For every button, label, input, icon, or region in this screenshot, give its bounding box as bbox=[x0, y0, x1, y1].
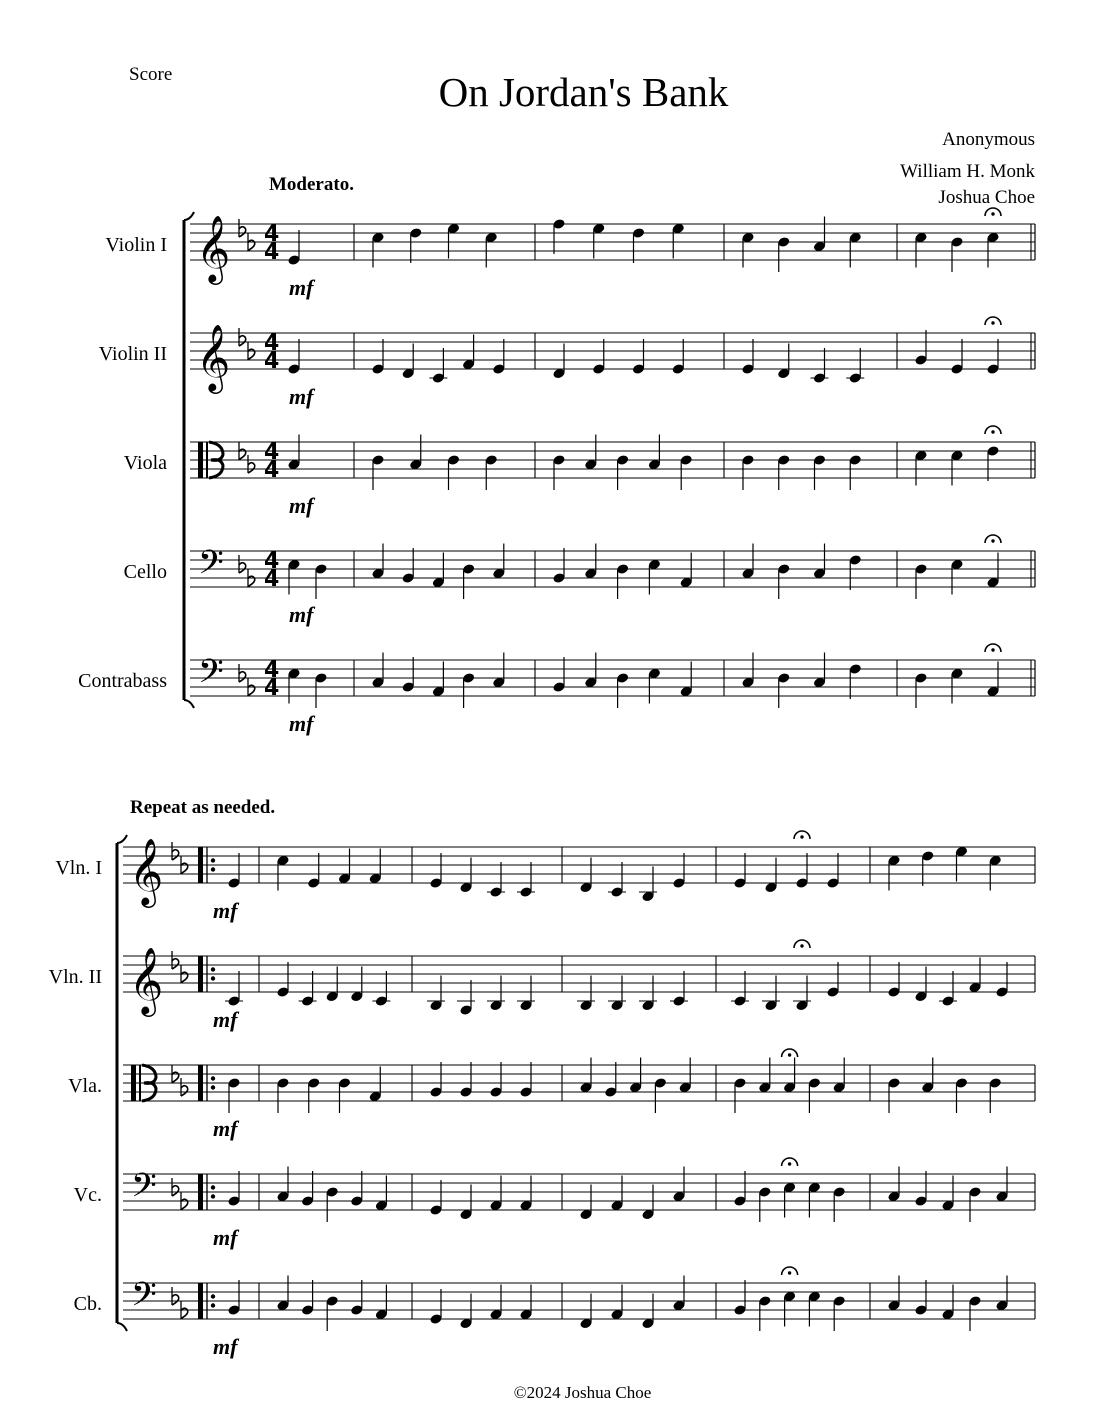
repeat-dot bbox=[211, 867, 215, 871]
lyricist: Anonymous bbox=[942, 129, 1035, 150]
repeat-instruction: Repeat as needed. bbox=[130, 797, 276, 818]
instrument-label-violin-2: Violin II bbox=[98, 343, 167, 365]
page-title: On Jordan's Bank bbox=[438, 69, 729, 115]
flat-accidental bbox=[181, 1086, 188, 1096]
alto-clef-thick-bar bbox=[131, 1065, 136, 1101]
dynamic-mf: mf bbox=[289, 602, 314, 627]
repeat-thick-bar bbox=[198, 1174, 203, 1210]
instrument-label-violin-2-short: Vln. II bbox=[48, 966, 102, 988]
fermata bbox=[800, 835, 803, 838]
repeat-dot bbox=[211, 976, 215, 980]
dynamic-mf: mf bbox=[213, 1225, 238, 1250]
dynamic-mf: mf bbox=[213, 898, 238, 923]
flat-accidental bbox=[248, 463, 255, 473]
dynamic-mf: mf bbox=[289, 711, 314, 736]
repeat-thick-bar bbox=[198, 1065, 203, 1101]
instrument-label-violin-1: Violin I bbox=[105, 234, 167, 256]
flat-accidental bbox=[239, 336, 246, 346]
flat-accidental bbox=[172, 1186, 179, 1196]
flat-accidental bbox=[172, 850, 179, 860]
flat-accidental bbox=[172, 1295, 179, 1305]
flat-accidental bbox=[239, 672, 246, 682]
system-bracket bbox=[117, 835, 127, 843]
fermata bbox=[788, 1053, 791, 1056]
repeat-dot bbox=[211, 967, 215, 971]
dynamic-mf: mf bbox=[289, 275, 314, 300]
system-bracket bbox=[117, 1323, 127, 1331]
treble-clef: 𝄞 bbox=[129, 837, 164, 905]
fermata bbox=[788, 1162, 791, 1165]
repeat-dot bbox=[211, 1076, 215, 1080]
alto-clef-thin-bar bbox=[139, 1065, 141, 1101]
time-signature-denominator: 4 bbox=[264, 349, 280, 374]
instrument-label-contrabass-short: Cb. bbox=[73, 1293, 102, 1315]
fermata bbox=[991, 321, 994, 324]
fermata bbox=[991, 539, 994, 542]
repeat-dot bbox=[211, 1185, 215, 1189]
alto-clef-thin-bar bbox=[206, 442, 208, 478]
repeat-dot bbox=[211, 1303, 215, 1307]
dynamic-mf: mf bbox=[289, 384, 314, 409]
dynamic-mf: mf bbox=[213, 1007, 238, 1032]
bass-clef: 𝄢 bbox=[131, 1276, 157, 1322]
repeat-thick-bar bbox=[198, 956, 203, 992]
instrument-label-violin-1-short: Vln. I bbox=[55, 857, 102, 879]
tempo-marking: Moderato. bbox=[269, 174, 354, 195]
bass-clef: 𝄢 bbox=[131, 1167, 157, 1213]
treble-clef: 𝄞 bbox=[196, 323, 231, 391]
time-signature-numerator: 4 bbox=[264, 222, 280, 247]
copyright: ©2024 Joshua Choe bbox=[513, 1383, 652, 1402]
treble-clef: 𝄞 bbox=[196, 214, 231, 282]
instrument-label-viola-short: Vla. bbox=[68, 1075, 102, 1097]
instrument-label-cello: Cello bbox=[123, 561, 167, 583]
time-signature-denominator: 4 bbox=[264, 240, 280, 265]
time-signature-numerator: 4 bbox=[264, 331, 280, 356]
repeat-thick-bar bbox=[198, 1283, 203, 1319]
time-signature-denominator: 4 bbox=[264, 567, 280, 592]
instrument-label-viola: Viola bbox=[123, 452, 167, 474]
bass-clef: 𝄢 bbox=[198, 544, 224, 590]
alto-clef-thick-bar bbox=[198, 442, 203, 478]
flat-accidental bbox=[239, 227, 246, 237]
time-signature-numerator: 4 bbox=[264, 440, 280, 465]
fermata bbox=[991, 430, 994, 433]
dynamic-mf: mf bbox=[213, 1334, 238, 1359]
fermata bbox=[991, 212, 994, 215]
repeat-thick-bar bbox=[198, 847, 203, 883]
dynamic-mf: mf bbox=[289, 493, 314, 518]
treble-clef: 𝄞 bbox=[129, 946, 164, 1014]
time-signature-numerator: 4 bbox=[264, 658, 280, 683]
repeat-dot bbox=[211, 1294, 215, 1298]
system-bracket bbox=[184, 212, 194, 220]
fermata bbox=[800, 944, 803, 947]
repeat-dot bbox=[211, 1194, 215, 1198]
time-signature-numerator: 4 bbox=[264, 549, 280, 574]
repeat-dot bbox=[211, 1085, 215, 1089]
fermata bbox=[788, 1271, 791, 1274]
composer: William H. Monk bbox=[900, 161, 1035, 182]
instrument-label-contrabass: Contrabass bbox=[78, 670, 167, 692]
time-signature-denominator: 4 bbox=[264, 458, 280, 483]
arranger: Joshua Choe bbox=[938, 187, 1035, 208]
time-signature-denominator: 4 bbox=[264, 676, 280, 701]
alto-clef-curves bbox=[209, 442, 223, 478]
fermata bbox=[991, 648, 994, 651]
alto-clef-curves bbox=[142, 1065, 156, 1101]
instrument-label-cello-short: Vc. bbox=[73, 1184, 102, 1206]
bass-clef: 𝄢 bbox=[198, 653, 224, 699]
repeat-dot bbox=[211, 858, 215, 862]
flat-accidental bbox=[172, 959, 179, 969]
score-label: Score bbox=[129, 64, 173, 85]
flat-accidental bbox=[239, 563, 246, 573]
dynamic-mf: mf bbox=[213, 1116, 238, 1141]
system-bracket bbox=[184, 700, 194, 708]
